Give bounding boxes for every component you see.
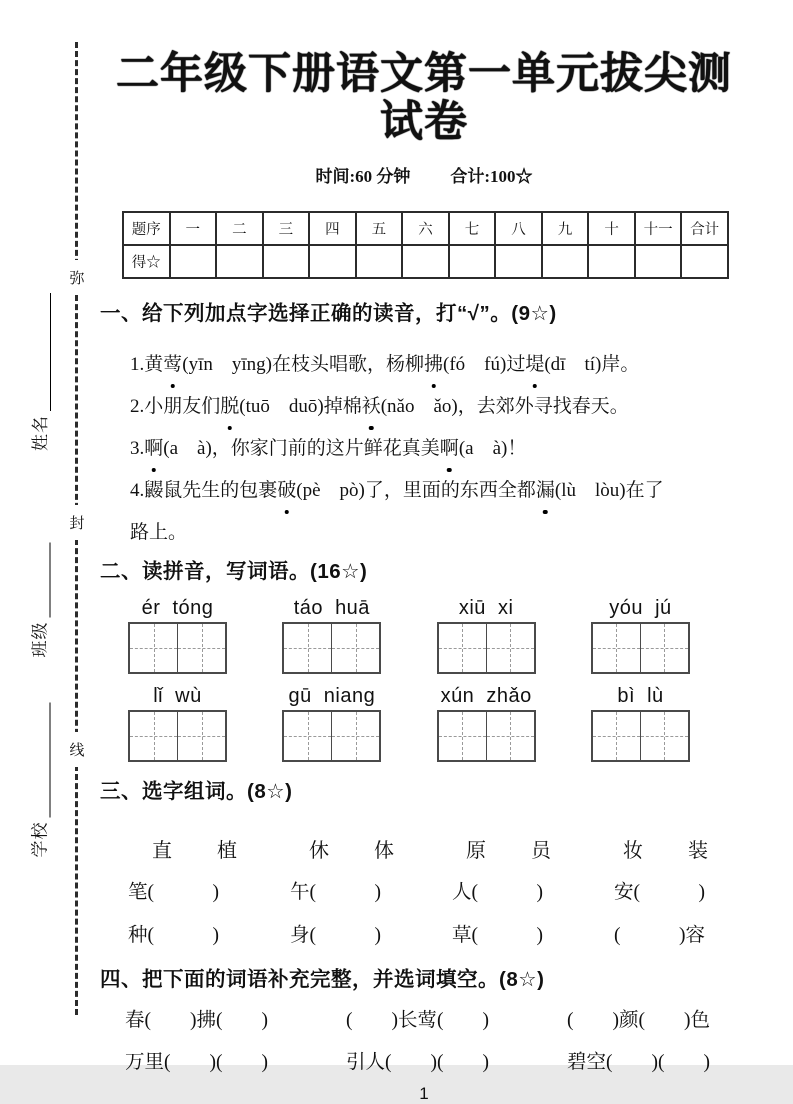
text-segment: (lù lòu)在了 bbox=[554, 480, 664, 501]
dotted-char: 袄 bbox=[362, 386, 381, 428]
fill-blank-item: 草( ) bbox=[452, 925, 543, 946]
score-table-header-cell: 一 bbox=[170, 212, 217, 245]
writing-grid-cell bbox=[640, 712, 688, 760]
q1-item-line bbox=[130, 344, 748, 386]
seal-char-feng: 封 bbox=[68, 505, 86, 540]
writing-grid-cell bbox=[331, 712, 379, 760]
score-cell-empty bbox=[542, 245, 589, 278]
fill-blank-item: 引人( )( ) bbox=[346, 1052, 489, 1073]
writing-grid-row bbox=[128, 684, 690, 762]
choice-char: 员 bbox=[531, 840, 551, 862]
score-table-header-cell: 四 bbox=[309, 212, 356, 245]
fill-blank-item: ( )颜( )色 bbox=[567, 1010, 710, 1031]
score-cell-empty bbox=[449, 245, 496, 278]
q4-fill-row bbox=[125, 1050, 710, 1076]
pinyin-label: yóu jú bbox=[609, 597, 672, 619]
q3-fill-row bbox=[128, 923, 705, 949]
pinyin-label: bì lù bbox=[617, 685, 664, 707]
q2-writing-grid-rows bbox=[100, 596, 748, 762]
score-cell-empty bbox=[170, 245, 217, 278]
dotted-char: 莺 bbox=[163, 344, 182, 386]
text-segment: (a à)，你家门前的这片鲜花真美 bbox=[163, 438, 440, 459]
choice-char: 装 bbox=[688, 840, 708, 862]
text-segment: (pè pò)了，里面的东西全都 bbox=[296, 480, 536, 501]
writing-grid-cell bbox=[130, 712, 177, 760]
class-field bbox=[29, 543, 51, 658]
writing-grid-column bbox=[128, 684, 227, 762]
score-cell-empty bbox=[402, 245, 449, 278]
text-segment: (a à)！ bbox=[458, 438, 527, 459]
text-segment: 3. bbox=[130, 438, 145, 459]
score-cell-empty bbox=[263, 245, 310, 278]
choice-char: 休 bbox=[309, 840, 329, 862]
writing-grid-cell bbox=[593, 624, 640, 672]
choice-pair bbox=[623, 838, 708, 864]
writing-grid-cell bbox=[177, 624, 225, 672]
pinyin-label: xún zhǎo bbox=[440, 685, 532, 707]
writing-grid-cell bbox=[130, 624, 177, 672]
writing-grid-cell bbox=[439, 712, 486, 760]
choice-pair bbox=[152, 838, 237, 864]
writing-grid-row bbox=[128, 596, 690, 674]
school-field-label: 学校 bbox=[30, 821, 50, 858]
writing-grid bbox=[128, 710, 227, 762]
score-cell-empty bbox=[635, 245, 682, 278]
score-table-header-cell: 八 bbox=[495, 212, 542, 245]
pinyin-label: táo huā bbox=[293, 597, 370, 619]
score-table-header-cell: 合计 bbox=[681, 212, 728, 245]
q3-character-choices bbox=[152, 838, 748, 864]
dotted-char: 脱 bbox=[220, 386, 239, 428]
text-segment: (tuō duō)掉棉 bbox=[239, 396, 362, 417]
q4-fill-row bbox=[125, 1008, 710, 1034]
text-segment: 2.小朋友们 bbox=[130, 396, 221, 417]
q3-fill-row bbox=[128, 880, 705, 906]
class-field-label: 班级 bbox=[30, 621, 50, 658]
score-table-header-cell: 九 bbox=[542, 212, 589, 245]
q3-heading: 三、选字组词。(8☆) bbox=[100, 780, 293, 803]
page-number: 1 bbox=[419, 1084, 429, 1103]
score-table-header-cell: 三 bbox=[263, 212, 310, 245]
writing-grid-column bbox=[591, 596, 690, 674]
choice-pair bbox=[309, 838, 394, 864]
text-segment: (fó fú)过 bbox=[443, 354, 526, 375]
score-cell-empty bbox=[681, 245, 728, 278]
text-segment: 4.鼹鼠先生的包裹 bbox=[130, 480, 278, 501]
score-cell-empty bbox=[309, 245, 356, 278]
dotted-char: 堤 bbox=[525, 344, 544, 386]
writing-grid-cell bbox=[640, 624, 688, 672]
fill-blank-item: 春( )拂( ) bbox=[125, 1010, 268, 1031]
q1-item-line bbox=[130, 386, 748, 428]
choice-char: 妆 bbox=[623, 840, 643, 862]
choice-char: 植 bbox=[217, 840, 237, 862]
score-table-header-cell: 题序 bbox=[123, 212, 170, 245]
test-meta bbox=[100, 162, 748, 184]
fill-blank-item: ( )容 bbox=[614, 925, 705, 946]
score-table-score-row bbox=[123, 245, 728, 278]
writing-grid-column bbox=[437, 596, 536, 674]
writing-grid-cell bbox=[486, 624, 534, 672]
score-table-header-cell: 十一 bbox=[635, 212, 682, 245]
seal-char-xian: 线 bbox=[68, 732, 86, 767]
writing-grid-cell bbox=[593, 712, 640, 760]
writing-grid-cell bbox=[486, 712, 534, 760]
score-table-header-cell: 七 bbox=[449, 212, 496, 245]
score-row-label: 得☆ bbox=[123, 245, 170, 278]
q1-item-line bbox=[130, 512, 748, 554]
writing-grid bbox=[282, 622, 381, 674]
q1-item-line bbox=[130, 470, 748, 512]
choice-pair bbox=[466, 838, 551, 864]
pinyin-label: ér tóng bbox=[141, 597, 214, 619]
writing-grid-column bbox=[437, 684, 536, 762]
writing-grid bbox=[591, 710, 690, 762]
q2-heading: 二、读拼音，写词语。(16☆) bbox=[100, 560, 368, 583]
text-segment: (dī tí)岸。 bbox=[544, 354, 640, 375]
score-table-header-cell: 二 bbox=[216, 212, 263, 245]
writing-grid-cell bbox=[284, 624, 331, 672]
dotted-char: 拂 bbox=[424, 344, 443, 386]
writing-grid-cell bbox=[284, 712, 331, 760]
fill-blank-item: 万里( )( ) bbox=[125, 1052, 268, 1073]
writing-grid bbox=[437, 622, 536, 674]
text-segment: 1.黄 bbox=[130, 354, 164, 375]
class-field-blank-line bbox=[32, 543, 51, 618]
fill-blank-item: 人( ) bbox=[452, 882, 543, 903]
school-field-blank-line bbox=[32, 703, 51, 818]
fill-blank-item: 种( ) bbox=[128, 925, 219, 946]
dotted-char: 破 bbox=[277, 470, 296, 512]
text-segment: (yīn yīng)在枝头唱歌，杨柳 bbox=[182, 354, 424, 375]
page-title: 二年级下册语文第一单元拔尖测试卷 bbox=[116, 50, 732, 146]
fill-blank-item: 笔( ) bbox=[128, 882, 219, 903]
writing-grid-column bbox=[591, 684, 690, 762]
writing-grid-column bbox=[282, 684, 381, 762]
fill-blank-item: ( )长莺( ) bbox=[346, 1010, 489, 1031]
pinyin-label: lǐ wù bbox=[153, 685, 202, 707]
fill-blank-item: 午( ) bbox=[290, 882, 381, 903]
score-table-header-cell: 六 bbox=[402, 212, 449, 245]
writing-grid-column bbox=[128, 596, 227, 674]
pinyin-label: xiū xi bbox=[458, 597, 514, 619]
q1-item-list bbox=[130, 344, 748, 554]
paper-main-column bbox=[100, 0, 748, 1104]
name-field bbox=[29, 293, 51, 451]
q1-item-line bbox=[130, 428, 748, 470]
choice-char: 体 bbox=[374, 840, 394, 862]
writing-grid-cell bbox=[177, 712, 225, 760]
writing-grid-column bbox=[282, 596, 381, 674]
dotted-char: 漏 bbox=[536, 470, 555, 512]
score-table bbox=[122, 211, 729, 279]
q1-heading: 一、给下列加点字选择正确的读音，打“√”。(9☆) bbox=[100, 302, 557, 325]
text-segment: (nǎo ǎo)，去郊外寻找春天。 bbox=[380, 396, 629, 417]
score-cell-empty bbox=[495, 245, 542, 278]
writing-grid bbox=[591, 622, 690, 674]
fill-blank-item: 身( ) bbox=[290, 925, 381, 946]
writing-grid-cell bbox=[439, 624, 486, 672]
score-table-header-cell: 五 bbox=[356, 212, 403, 245]
writing-grid-cell bbox=[331, 624, 379, 672]
writing-grid bbox=[437, 710, 536, 762]
pinyin-label: gū niang bbox=[288, 685, 376, 707]
writing-grid bbox=[282, 710, 381, 762]
choice-char: 直 bbox=[152, 840, 172, 862]
score-cell-empty bbox=[588, 245, 635, 278]
school-field bbox=[29, 703, 51, 858]
name-field-label: 姓名 bbox=[31, 415, 50, 451]
score-cell-empty bbox=[216, 245, 263, 278]
total-score-label: 合计:100☆ bbox=[450, 167, 533, 186]
score-table-header-row bbox=[123, 212, 728, 245]
seal-char-mi: 弥 bbox=[68, 260, 86, 295]
choice-char: 原 bbox=[466, 840, 486, 862]
fill-blank-item: 安( ) bbox=[614, 882, 705, 903]
q4-heading: 四、把下面的词语补充完整，并选词填空。(8☆) bbox=[100, 968, 545, 991]
score-cell-empty bbox=[356, 245, 403, 278]
score-table-header-cell: 十 bbox=[588, 212, 635, 245]
time-limit-label: 时间:60 分钟 bbox=[315, 167, 411, 186]
dotted-char: 啊 bbox=[144, 428, 163, 470]
fill-blank-item: 碧空( )( ) bbox=[567, 1052, 710, 1073]
text-segment: 路上。 bbox=[130, 522, 188, 543]
writing-grid bbox=[128, 622, 227, 674]
name-field-blank-line bbox=[32, 293, 51, 411]
dotted-char: 啊 bbox=[440, 428, 459, 470]
